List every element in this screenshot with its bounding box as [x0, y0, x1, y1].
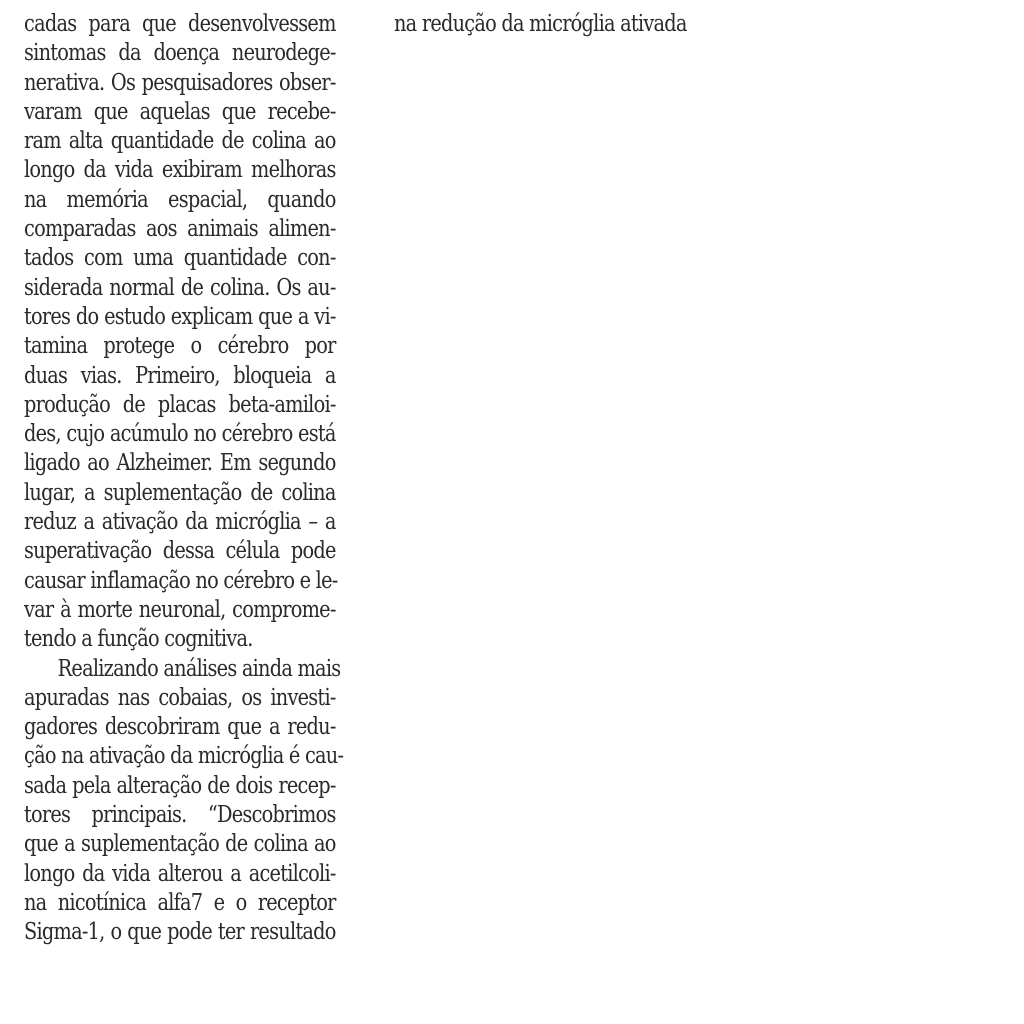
text-line: lugar, a suplementação de colina: [24, 479, 336, 506]
text-line: gadores descobriram que a redu-: [24, 714, 336, 741]
text-line: superativação dessa célula pode: [24, 538, 336, 565]
article-column-left: [24, 10, 344, 948]
text-line: longo da vida exibiram melhoras: [24, 157, 336, 184]
text-line: tamina protege o cérebro por: [24, 333, 336, 360]
text-line: Realizando análises ainda mais: [57, 655, 341, 682]
text-line: que a suplementação de colina ao: [24, 831, 336, 858]
text-line: na memória espacial, quando: [24, 186, 336, 213]
text-line: na nicotínica alfa7 e o receptor: [24, 889, 336, 916]
text-line: longo da vida alterou a acetilcoli-: [24, 860, 336, 887]
text-line: siderada normal de colina. Os au-: [24, 274, 336, 301]
text-line: apuradas nas cobaias, os investi-: [24, 684, 336, 711]
text-line: comparadas aos animais alimen-: [24, 216, 336, 243]
text-line: tendo a função cognitiva.: [24, 626, 253, 653]
text-line: tados com uma quantidade con-: [24, 245, 336, 272]
text-line: ligado ao Alzheimer. Em segundo: [24, 450, 336, 477]
text-line: ção na ativação da micróglia é cau-: [24, 743, 344, 770]
text-line: tores do estudo explicam que a vi-: [24, 303, 336, 330]
text-line: tores principais. “Descobrimos: [24, 802, 336, 829]
text-line: varam que aquelas que recebe-: [24, 98, 336, 125]
text-line: cadas para que desenvolvessem: [24, 11, 336, 37]
text-line: des, cujo acúmulo no cérebro está: [24, 421, 336, 448]
text-line: Sigma-1, o que pode ter resultado: [24, 919, 336, 946]
text-line: causar inflamação no cérebro e le-: [24, 567, 338, 594]
text-line: nerativa. Os pesquisadores obser-: [24, 69, 336, 96]
text-line: reduz a ativação da micróglia – a: [24, 509, 336, 536]
text-line: sintomas da doença neurodege-: [24, 40, 336, 67]
text-line: na redução da micróglia ativada: [394, 11, 687, 37]
article-column-right: [394, 10, 734, 39]
text-line: produção de placas beta-amiloi-: [24, 391, 336, 418]
text-line: ram alta quantidade de colina ao: [24, 128, 336, 155]
text-line: var à morte neuronal, comprome-: [24, 596, 336, 623]
text-line: sada pela alteração de dois recep-: [24, 772, 336, 799]
text-line: duas vias. Primeiro, bloqueia a: [24, 362, 336, 389]
